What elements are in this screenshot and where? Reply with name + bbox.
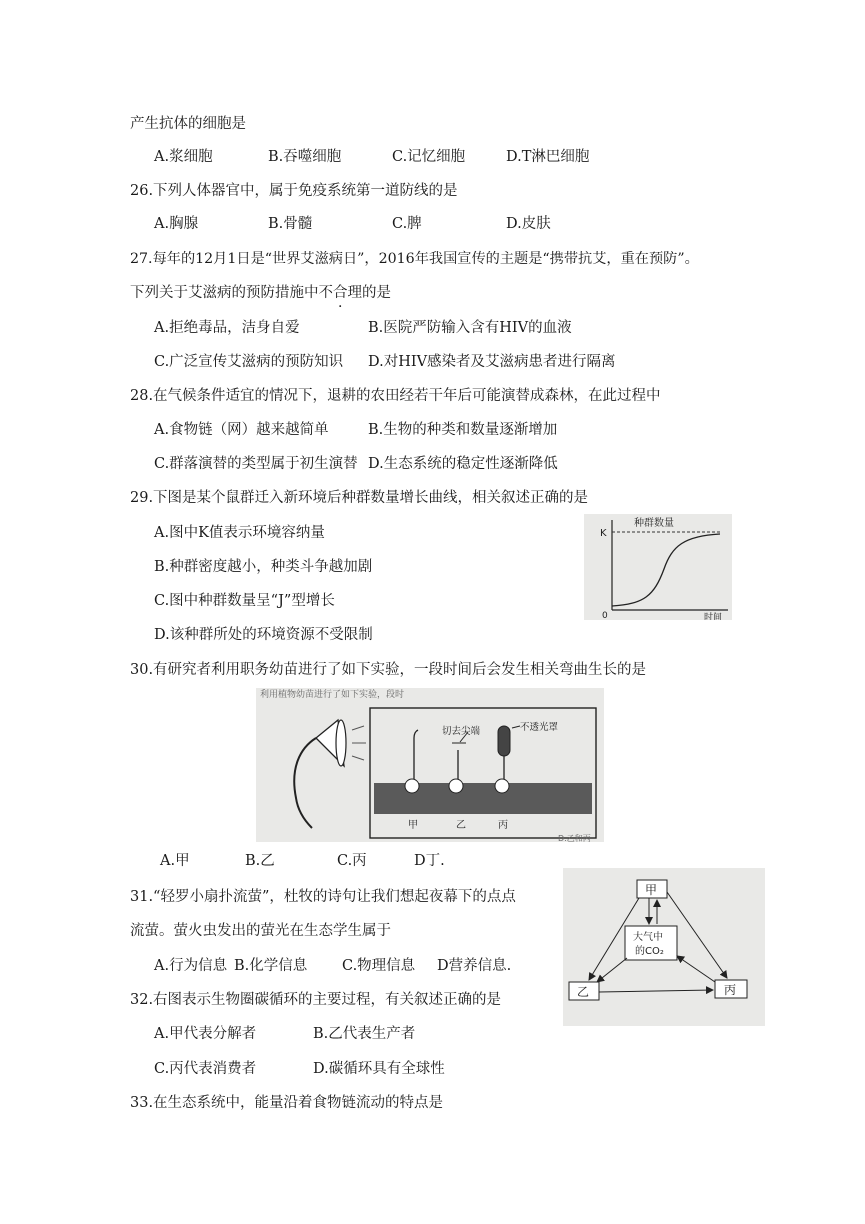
stem-text: 的是 bbox=[362, 285, 391, 301]
question-30-stem: 30.有研究者利用职务幼苗进行了如下实验，一段时间后会发生相关弯曲生长的是 bbox=[130, 662, 647, 678]
option-b: B.骨髓 bbox=[268, 216, 313, 232]
y-axis-label: 种群数量 bbox=[634, 518, 674, 529]
seedling-label-jia: 甲 bbox=[408, 820, 418, 831]
option-a: A.拒绝毒品，洁身自爱 bbox=[154, 320, 300, 336]
question-31-stem-line2: 流萤。萤火虫发出的萤光在生态学生属于 bbox=[130, 923, 391, 939]
x-axis-label: 时间 bbox=[704, 613, 723, 620]
option-d: D.T淋巴细胞 bbox=[506, 149, 590, 165]
lamp-icon bbox=[294, 720, 366, 828]
option-d: D.皮肤 bbox=[506, 216, 551, 232]
emphasis-dots: 不合理 bbox=[318, 285, 362, 301]
question-33-stem: 33.在生态系统中，能量沿着食物链流动的特点是 bbox=[130, 1095, 444, 1111]
origin-label: 0 bbox=[602, 611, 608, 620]
node-jia: 甲 bbox=[645, 883, 658, 897]
seedling-label-yi: 乙 bbox=[456, 820, 466, 831]
cut-tip-label: 切去尖端 bbox=[442, 726, 481, 737]
option-a: A.图中K值表示环境容纳量 bbox=[154, 525, 325, 541]
option-d: D.对HIV感染者及艾滋病患者进行隔离 bbox=[368, 354, 616, 370]
option-c: C.图中种群数量呈“J”型增长 bbox=[154, 593, 335, 609]
option-a: A.浆细胞 bbox=[154, 149, 213, 165]
figure-corner-text: D.乙和丙 bbox=[558, 834, 591, 842]
option-b: B.种群密度越小，种类斗争越加剧 bbox=[154, 559, 373, 575]
option-b: B.化学信息 bbox=[234, 958, 308, 974]
question-28-stem: 28.在气候条件适宜的情况下，退耕的农田经若干年后可能演替成森林，在此过程中 bbox=[130, 388, 661, 404]
option-c: C.广泛宣传艾滋病的预防知识 bbox=[154, 354, 344, 370]
option-a: A.行为信息 bbox=[154, 958, 228, 974]
seedling-yi bbox=[449, 743, 466, 793]
phototropism-figure bbox=[256, 688, 604, 842]
option-c: C.脾 bbox=[392, 216, 422, 232]
question-27-stem-line1: 27.每年的12月1日是“世界艾滋病日”，2016年我国宣传的主题是“携带抗艾，重在预防”。 bbox=[130, 251, 699, 267]
stem-text: 下列关于艾滋病的预防措施中 bbox=[130, 285, 319, 301]
option-a: A.胸腺 bbox=[154, 216, 199, 232]
seedling-jia bbox=[405, 730, 419, 793]
node-bing: 丙 bbox=[724, 983, 737, 997]
experiment-box bbox=[370, 708, 596, 838]
option-d: D.碳循环具有全球性 bbox=[313, 1061, 445, 1077]
option-d: D营养信息. bbox=[437, 958, 512, 974]
figure-top-text: 利用植物幼苗进行了如下实验，段时 bbox=[260, 690, 405, 700]
growth-curve-figure bbox=[584, 514, 732, 620]
option-a: A.食物链（网）越来越简单 bbox=[154, 422, 329, 438]
option-a: A.甲 bbox=[160, 853, 190, 869]
node-co2-line1: 大气中 bbox=[633, 932, 663, 943]
seedling-label-bing: 丙 bbox=[498, 820, 508, 831]
option-d: D.该种群所处的环境资源不受限制 bbox=[154, 627, 373, 643]
question-32-stem: 32.右图表示生物圈碳循环的主要过程，有关叙述正确的是 bbox=[130, 992, 502, 1008]
option-a: A.甲代表分解者 bbox=[154, 1026, 257, 1042]
question-31-stem-line1: 31.“轻罗小扇扑流萤”，杜牧的诗句让我们想起夜幕下的点点 bbox=[130, 889, 516, 905]
option-c: C.丙 bbox=[337, 853, 367, 869]
k-label: K bbox=[600, 528, 607, 539]
option-c: C.物理信息 bbox=[342, 958, 416, 974]
opaque-cover-label: 不透光罩 bbox=[520, 722, 559, 733]
s-curve bbox=[612, 534, 720, 606]
question-27-stem-line2 bbox=[130, 283, 391, 303]
option-b: B.吞噬细胞 bbox=[268, 149, 342, 165]
carbon-cycle-figure bbox=[563, 868, 765, 1026]
option-b: B.生物的种类和数量逐渐增加 bbox=[368, 422, 558, 438]
option-b: B.医院严防输入含有HIV的血液 bbox=[368, 320, 572, 336]
option-b: B.乙代表生产者 bbox=[313, 1026, 416, 1042]
option-d: D.生态系统的稳定性逐渐降低 bbox=[368, 456, 558, 472]
question-26-stem: 26.下列人体器官中，属于免疫系统第一道防线的是 bbox=[130, 183, 458, 199]
option-b: B.乙 bbox=[245, 853, 275, 869]
option-c: C.记忆细胞 bbox=[392, 149, 466, 165]
option-d: D丁. bbox=[414, 853, 445, 869]
question-29-stem: 29.下图是某个鼠群迁入新环境后种群数量增长曲线，相关叙述正确的是 bbox=[130, 490, 589, 506]
node-yi: 乙 bbox=[577, 985, 590, 999]
question-stem-continuation: 产生抗体的细胞是 bbox=[130, 116, 246, 132]
node-co2-line2: 的CO₂ bbox=[635, 946, 664, 957]
option-c: C.群落演替的类型属于初生演替 bbox=[154, 456, 358, 472]
option-c: C.丙代表消费者 bbox=[154, 1061, 257, 1077]
seedling-bing bbox=[495, 726, 510, 793]
